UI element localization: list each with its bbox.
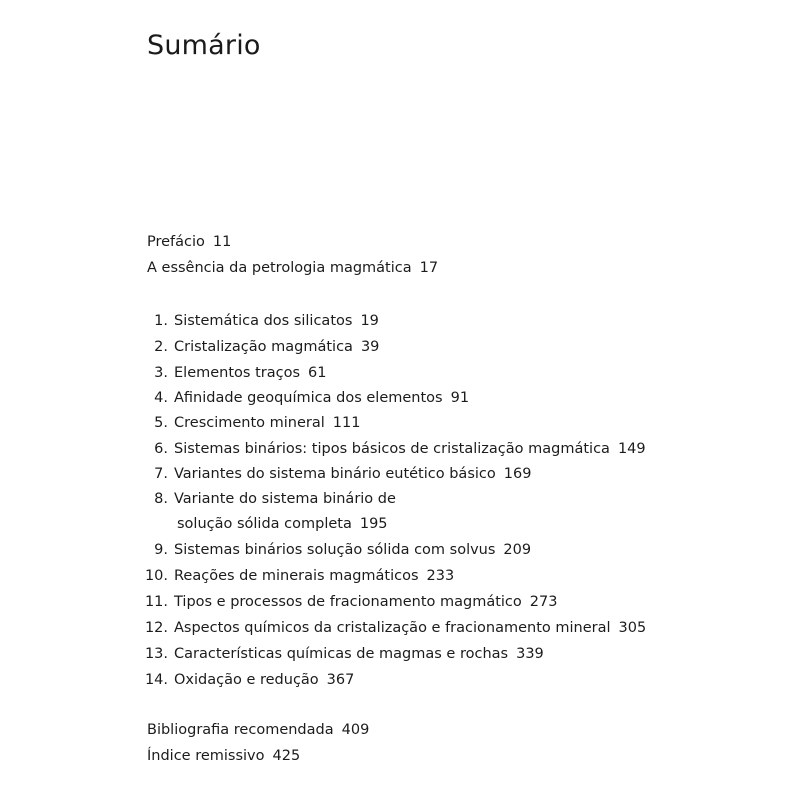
chapter-label: Crescimento mineral [174,415,325,431]
chapter-page: 61 [308,365,327,381]
chapter-label: Cristalização magmática [174,339,353,355]
chapter-number: 9. [154,542,168,558]
chapter-number: 13. [144,646,168,662]
chapter-page: 273 [529,594,558,610]
chapter-label: Variante do sistema binário de [174,491,396,507]
chapter-number: 11. [144,594,168,610]
chapter-label: Elementos traços [174,365,300,381]
toc-entry-label: Prefácio [147,234,205,250]
chapter-number: 2. [154,339,168,355]
toc-entry-page: 425 [272,748,301,764]
toc-chapter-4 [140,389,469,407]
chapter-number: 8. [154,491,168,507]
chapter-label: Características químicas de magmas e rochas [174,646,509,662]
toc-entry-bibliography [147,721,369,739]
toc-entry-label: A essência da petrologia magmática [147,260,412,276]
chapter-number: 12. [144,620,168,636]
chapter-number: 3. [154,365,168,381]
chapter-page: 19 [360,313,379,329]
chapter-number: 5. [154,415,168,431]
chapter-number: 14. [144,672,168,688]
toc-entry-label: Bibliografia recomendada [147,722,334,738]
toc-entry-essence [147,259,438,277]
page-title: Sumário [147,30,261,61]
toc-chapter-8-continuation [177,515,388,533]
chapter-label: Variantes do sistema binário eutético básico [174,466,496,482]
toc-chapter-6 [140,440,646,458]
toc-chapter-14 [140,671,354,689]
toc-entry-page: 11 [212,234,232,250]
chapter-page: 169 [503,466,532,482]
chapter-page: 91 [450,390,470,406]
toc-chapter-10 [140,567,454,585]
toc-chapter-3 [140,364,326,382]
chapter-number: 6. [154,441,168,457]
chapter-number: 1. [154,313,168,329]
toc-chapter-13 [140,645,544,663]
chapter-label: Afinidade geoquímica dos elementos [174,390,443,406]
chapter-page: 233 [426,568,455,584]
chapter-page: 209 [503,542,532,558]
toc-chapter-12 [140,619,646,637]
toc-chapter-11 [140,593,557,611]
toc-entry-label: Índice remissivo [147,748,265,764]
toc-chapter-9 [140,541,531,559]
toc-chapter-8 [140,490,396,508]
toc-chapter-7 [140,465,531,483]
chapter-number: 4. [154,390,168,406]
chapter-label-continuation: solução sólida completa [177,516,352,532]
chapter-page: 39 [360,339,380,355]
chapter-label: Aspectos químicos da cristalização e fracionamento mineral [174,620,611,636]
chapter-label: Sistemas binários solução sólida com solvus [174,542,496,558]
chapter-label: Sistemas binários: tipos básicos de cristalização magmática [174,441,610,457]
chapter-number: 7. [154,466,168,482]
chapter-page: 195 [359,516,388,532]
toc-entry-index [147,747,300,765]
toc-entry-page: 409 [341,722,370,738]
toc-chapter-2 [140,338,379,356]
chapter-number: 10. [144,568,168,584]
chapter-page: 111 [332,415,361,431]
chapter-page: 367 [326,672,355,688]
toc-entry-page: 17 [419,260,439,276]
chapter-label: Sistemática dos silicatos [174,313,353,329]
chapter-label: Tipos e processos de fracionamento magmático [174,594,522,610]
chapter-page: 149 [617,441,646,457]
chapter-label: Oxidação e redução [174,672,319,688]
toc-entry-preface [147,233,231,251]
toc-chapter-5 [140,414,360,432]
chapter-label: Reações de minerais magmáticos [174,568,419,584]
toc-chapter-1 [140,312,379,330]
chapter-page: 305 [618,620,647,636]
chapter-page: 339 [516,646,544,662]
